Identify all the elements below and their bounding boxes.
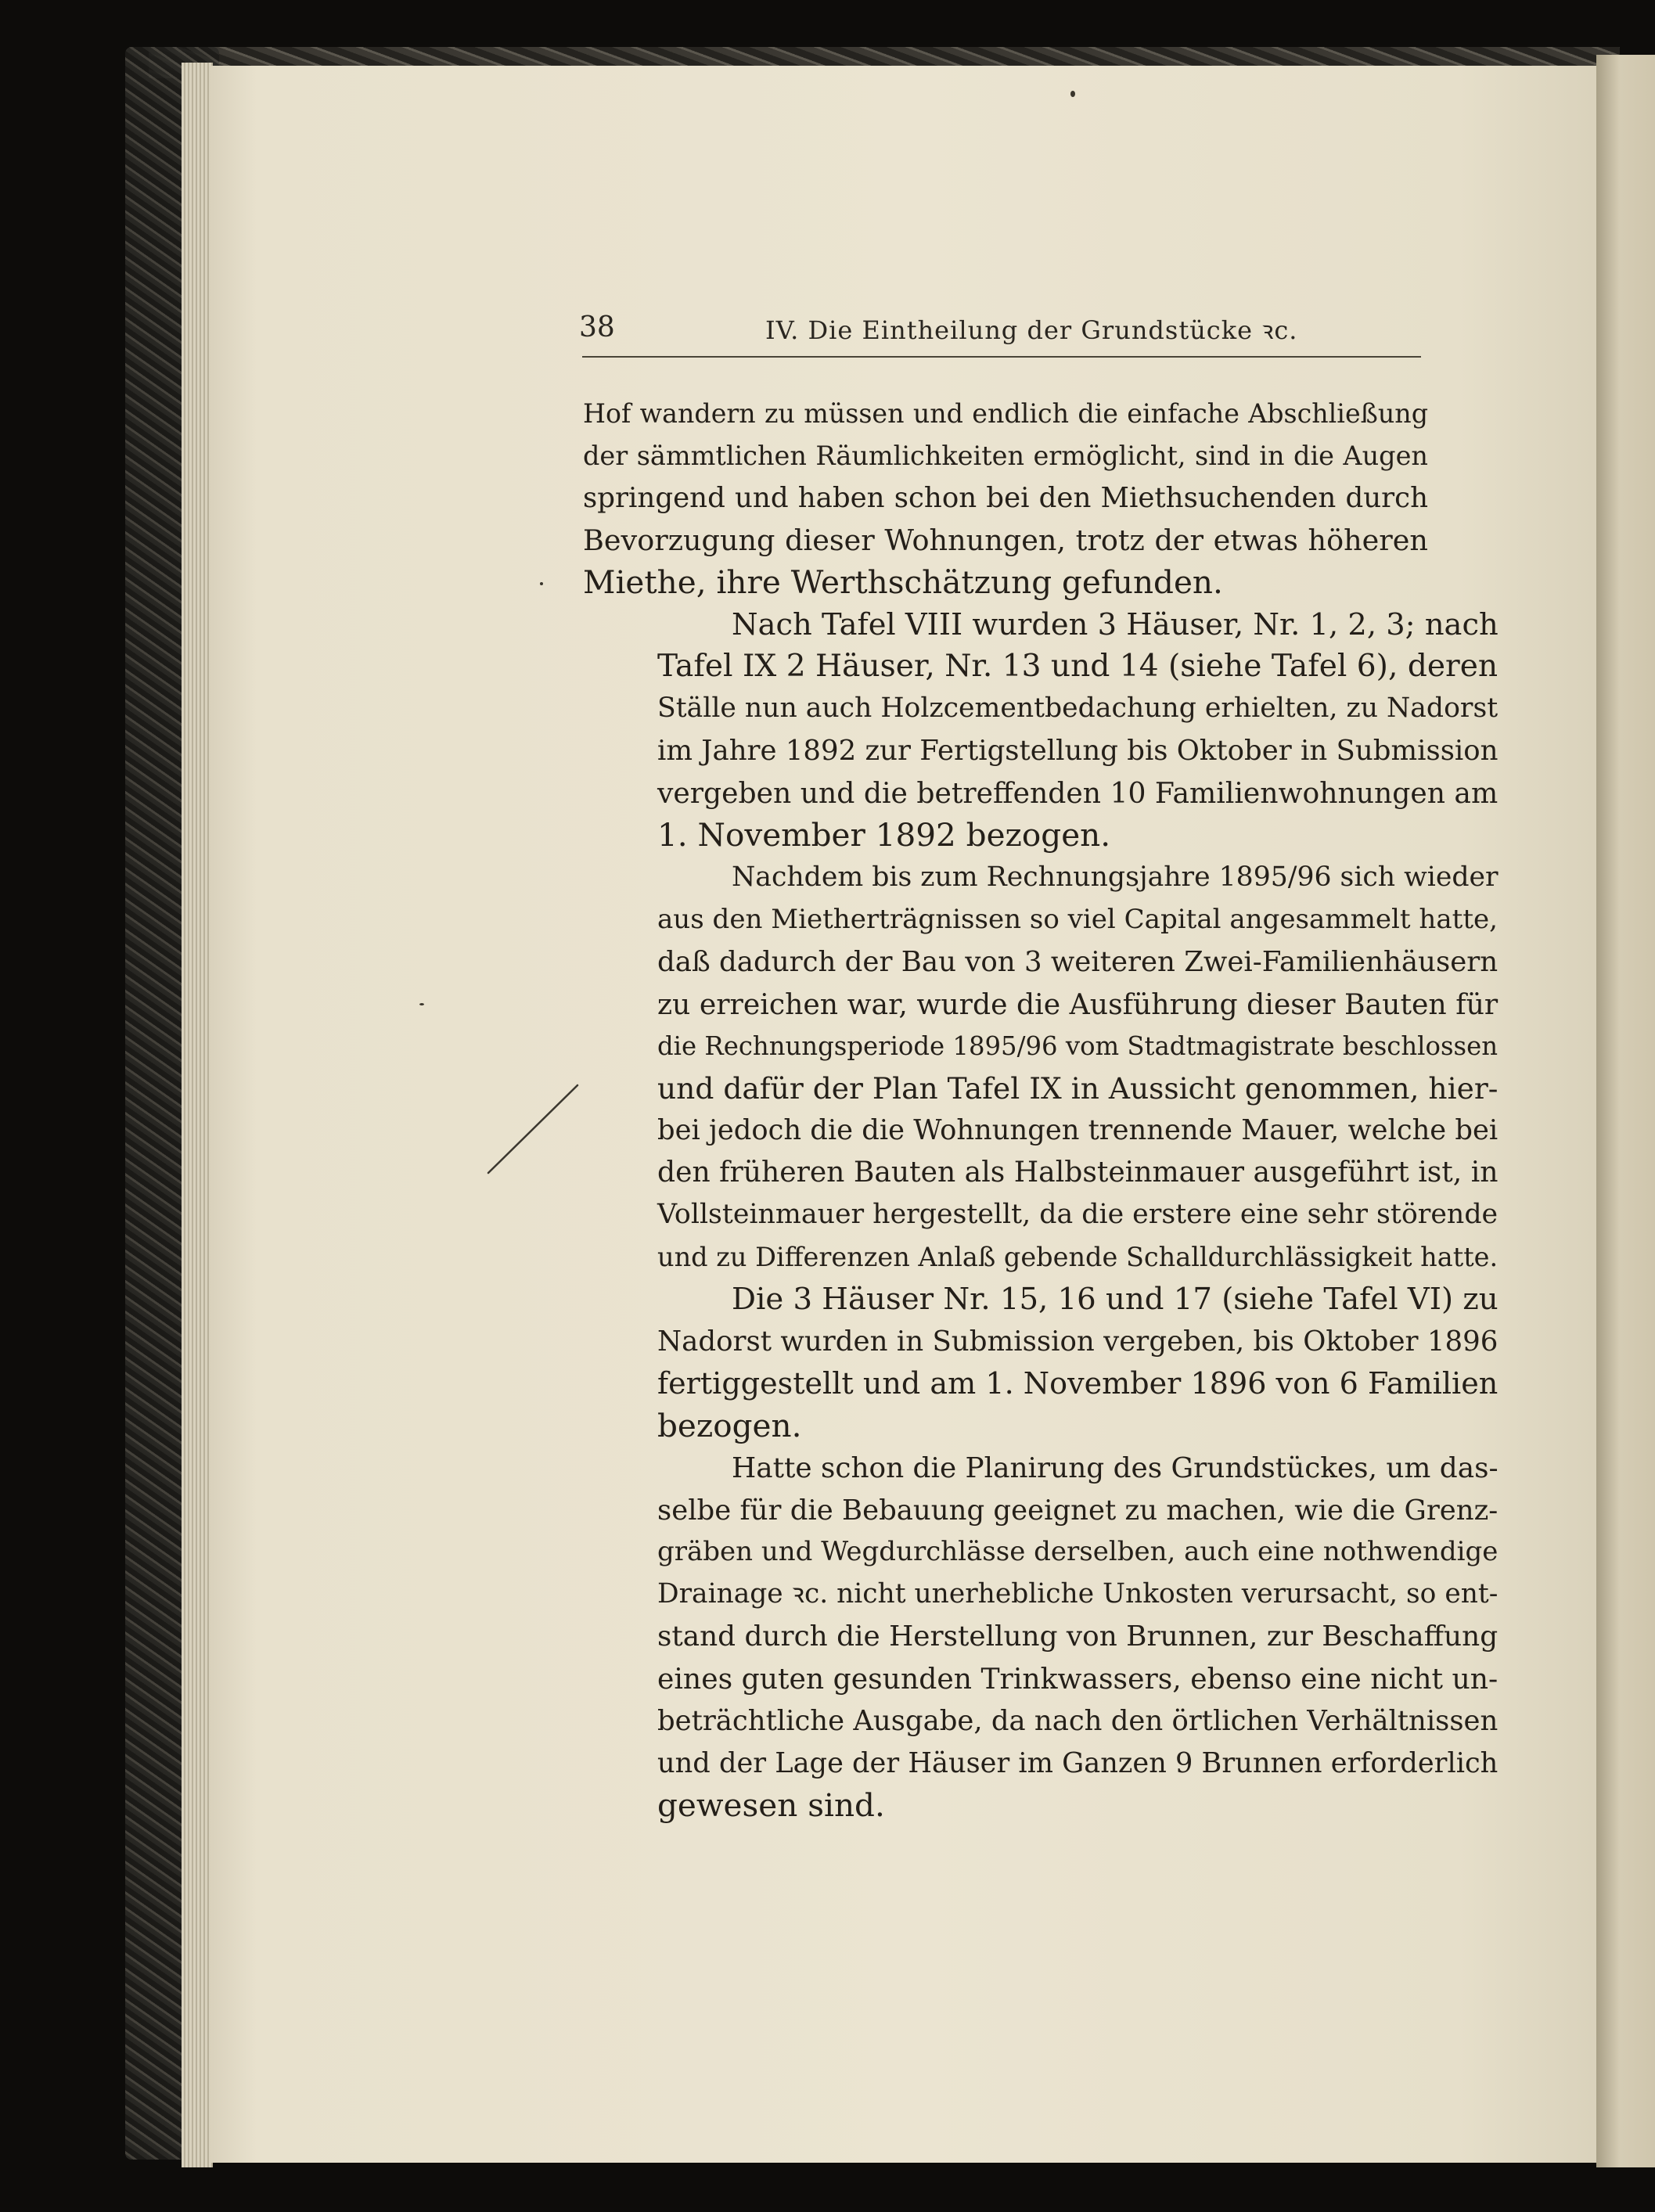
text-line: selbe für die Bebauung geeignet zu machen, wie die Grenz- [657,1494,1498,1527]
paragraph [583,393,1428,604]
text-line: Bevorzugung dieser Wohnungen, trotz der etwas höheren [583,523,1428,557]
paragraph [583,1448,1498,1827]
text-line: der sämmtlichen Räumlichkeiten ermöglicht, sind in die Augen [583,440,1428,471]
ink-speck [1070,91,1075,97]
header-rule [582,356,1421,358]
text-line: Die 3 Häuser Nr. 15, 16 und 17 (siehe Tafel VI) zu [732,1282,1498,1318]
text-line: Nachdem bis zum Rechnungsjahre 1895/96 sich wieder [732,861,1498,893]
text-line: Tafel IX 2 Häuser, Nr. 13 und 14 (siehe Tafel 6), deren [657,649,1498,685]
text-line: vergeben und die betreffenden 10 Familienwohnungen am [657,776,1498,811]
text-line: zu erreichen war, wurde die Ausführung dieser Bauten für [657,987,1498,1021]
text-line: gräben und Wegdurchlässe derselben, auch eine nothwendige [657,1536,1498,1568]
text-line: daß dadurch der Bau von 3 weiteren Zwei-Familienhäusern [657,945,1498,978]
text-line: aus den Mietherträgnissen so viel Capital angesammelt hatte, [657,903,1498,935]
text-line: und der Lage der Häuser im Ganzen 9 Brunnen erforderlich [657,1747,1498,1779]
text-line: Hatte schon die Planirung des Grundstückes, um das- [732,1451,1498,1484]
text-line: Ställe nun auch Holzcementbedachung erhielten, zu Nadorst [657,692,1498,725]
paragraph [583,604,1498,857]
text-line: Nadorst wurden in Submission vergeben, bis Oktober 1896 [657,1325,1498,1358]
text-line: bezogen. [657,1406,802,1444]
book-gutter [1596,55,1655,2167]
ink-speck [419,1003,424,1005]
text-line: Drainage ꝛc. nicht unerhebliche Unkosten verursacht, so ent- [657,1578,1498,1610]
text-line: gewesen sind. [657,1786,885,1824]
text-line: 1. November 1892 bezogen. [657,816,1111,854]
ink-speck [540,582,543,585]
body-text [583,393,1498,1827]
text-line: und dafür der Plan Tafel IX in Aussicht genommen, hier- [657,1070,1498,1106]
running-head: IV. Die Eintheilung der Grundstücke ꝛc. [765,315,1298,345]
text-line: Miethe, ihre Werthschätzung gefunden. [583,563,1223,601]
text-line: springend und haben schon bei den Miethsuchenden durch [583,481,1428,514]
text-line: bei jedoch die die Wohnungen trennende Mauer, welche bei [657,1114,1498,1147]
text-line: im Jahre 1892 zur Fertigstellung bis Oktober in Submission [657,735,1498,768]
text-line: Vollsteinmauer hergestellt, da die erstere eine sehr störende [657,1199,1498,1231]
text-line: und zu Differenzen Anlaß gebende Schalldurchlässigkeit hatte. [657,1242,1498,1273]
text-line: beträchtliche Ausgabe, da nach den örtlichen Verhältnissen [657,1705,1498,1738]
text-line: die Rechnungsperiode 1895/96 vom Stadtmagistrate beschlossen [657,1030,1498,1061]
text-line: eines guten gesunden Trinkwassers, ebenso eine nicht un- [657,1662,1498,1696]
page-stack-edges [182,63,213,2167]
paragraph [583,857,1498,1279]
text-line: stand durch die Herstellung von Brunnen, zur Beschaffung [657,1620,1498,1653]
text-line: den früheren Bauten als Halbsteinmauer ausgeführt ist, in [657,1156,1498,1189]
page-number: 38 [579,311,615,343]
page-header [579,311,1420,355]
paragraph [583,1279,1498,1448]
text-line: Nach Tafel VIII wurden 3 Häuser, Nr. 1, 2, 3; nach [732,606,1498,642]
text-line: Hof wandern zu müssen und endlich die einfache Abschließung [583,398,1428,429]
text-line: fertiggestellt und am 1. November 1896 von 6 Familien [657,1365,1498,1401]
